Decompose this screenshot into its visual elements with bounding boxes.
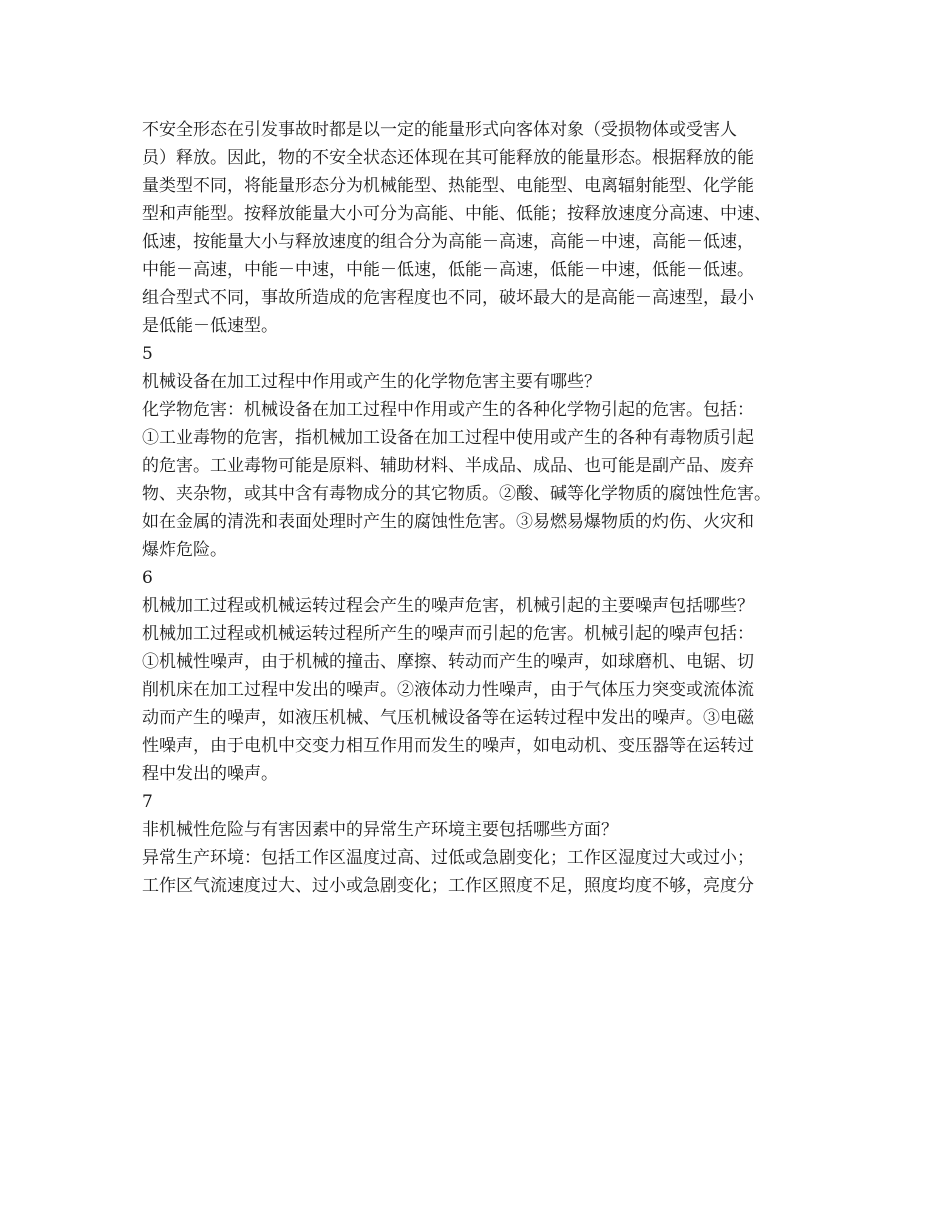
text-line: 性噪声，由于电机中交变力相互作用而发生的噪声，如电动机、变压器等在运转过 <box>142 736 754 756</box>
section-6 <box>142 564 822 788</box>
section-question: 机械设备在加工过程中作用或产生的化学物危害主要有哪些？ <box>142 372 601 392</box>
text-line: 机械加工过程或机械运转过程所产生的噪声而引起的危害。机械引起的噪声包括： <box>142 624 754 644</box>
section-number: 5 <box>142 344 153 364</box>
text-line: 程中发出的噪声。 <box>142 764 278 784</box>
section-7 <box>142 788 822 900</box>
text-line: 是低能－低速型。 <box>142 316 278 336</box>
intro-paragraph <box>142 116 822 340</box>
text-line: 员）释放。因此，物的不安全状态还体现在其可能释放的能量形态。根据释放的能 <box>142 148 754 168</box>
text-line: 的危害。工业毒物可能是原料、辅助材料、半成品、成品、也可能是副产品、废弃 <box>142 456 754 476</box>
text-line: ①机械性噪声，由于机械的撞击、摩擦、转动而产生的噪声，如球磨机、电锯、切 <box>142 652 754 672</box>
section-number: 7 <box>142 792 153 812</box>
text-line: ①工业毒物的危害，指机械加工设备在加工过程中使用或产生的各种有毒物质引起 <box>142 428 754 448</box>
text-line: 低速，按能量大小与释放速度的组合分为高能－高速，高能－中速，高能－低速， <box>142 232 754 252</box>
section-question: 机械加工过程或机械运转过程会产生的噪声危害，机械引起的主要噪声包括哪些？ <box>142 596 754 616</box>
section-number: 6 <box>142 568 153 588</box>
text-line: 不安全形态在引发事故时都是以一定的能量形式向客体对象（受损物体或受害人 <box>142 120 737 140</box>
document-page <box>142 116 822 900</box>
text-line: 如在金属的清洗和表面处理时产生的腐蚀性危害。③易燃易爆物质的灼伤、火灾和 <box>142 512 754 532</box>
section-5 <box>142 340 822 564</box>
text-line: 爆炸危险。 <box>142 540 227 560</box>
text-line: 量类型不同，将能量形态分为机械能型、热能型、电能型、电离辐射能型、化学能 <box>142 176 754 196</box>
text-line: 中能－高速，中能－中速，中能－低速，低能－高速，低能－中速，低能－低速。 <box>142 260 754 280</box>
section-question: 非机械性危险与有害因素中的异常生产环境主要包括哪些方面？ <box>142 820 618 840</box>
text-line: 异常生产环境：包括工作区温度过高、过低或急剧变化；工作区湿度过大或过小； <box>142 848 754 868</box>
text-line: 工作区气流速度过大、过小或急剧变化；工作区照度不足，照度均度不够，亮度分 <box>142 876 754 896</box>
text-line: 削机床在加工过程中发出的噪声。②液体动力性噪声，由于气体压力突变或流体流 <box>142 680 754 700</box>
text-line: 化学物危害：机械设备在加工过程中作用或产生的各种化学物引起的危害。包括： <box>142 400 754 420</box>
text-line: 物、夹杂物，或其中含有毒物成分的其它物质。②酸、碱等化学物质的腐蚀性危害。 <box>142 484 771 504</box>
text-line: 组合型式不同，事故所造成的危害程度也不同，破坏最大的是高能－高速型，最小 <box>142 288 754 308</box>
text-line: 型和声能型。按释放能量大小可分为高能、中能、低能；按释放速度分高速、中速、 <box>142 204 771 224</box>
text-line: 动而产生的噪声，如液压机械、气压机械设备等在运转过程中发出的噪声。③电磁 <box>142 708 754 728</box>
